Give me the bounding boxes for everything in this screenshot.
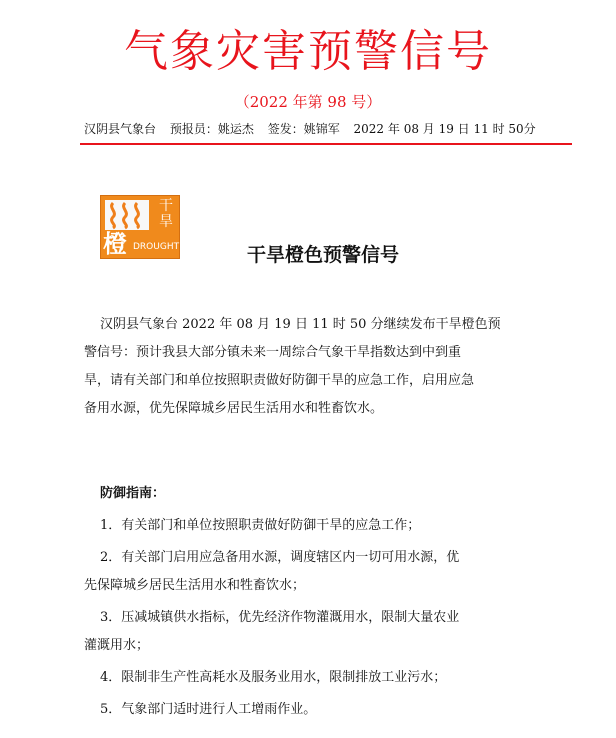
issue-number: （2022 年第 98 号） bbox=[234, 93, 382, 111]
icon-level-text: 橙 bbox=[103, 230, 127, 258]
body-line-2: 警信号：预计我县大部分镇未来一周综合气象干旱指数达到中到重 bbox=[84, 345, 462, 360]
body-line-3: 旱，请有关部门和单位按照职责做好防御干旱的应急工作，启用应急 bbox=[84, 373, 475, 388]
signal-title: 干旱橙色预警信号 bbox=[246, 244, 399, 266]
heat-wave-icon bbox=[105, 200, 149, 230]
icon-top-text: 干旱 bbox=[159, 198, 173, 230]
guide-item: 4．限制非生产性高耗水及服务业用水，限制排放工业污水； bbox=[100, 670, 447, 685]
header-divider bbox=[80, 143, 572, 145]
guide-item: 3．压减城镇供水指标，优先经济作物灌溉用水，限制大量农业 bbox=[100, 610, 460, 625]
guide-item: 先保障城乡居民生活用水和牲畜饮水； bbox=[84, 578, 306, 593]
station-name: 汉阴县气象台 bbox=[84, 122, 157, 136]
guide-item: 1．有关部门和单位按照职责做好防御干旱的应急工作； bbox=[100, 518, 421, 533]
guide-item: 5．气象部门适时进行人工增雨作业。 bbox=[100, 702, 317, 717]
body-line-1: 汉阴县气象台 2022 年 08 月 19 日 11 时 50 分继续发布干旱橙色预 bbox=[100, 317, 501, 332]
page-title: 气象灾害预警信号 bbox=[124, 26, 492, 77]
guide-item: 2．有关部门启用应急备用水源，调度辖区内一切可用水源，优 bbox=[100, 550, 460, 565]
issue-time: 2022 年 08 月 19 日 11 时 50分 bbox=[353, 122, 536, 136]
body-line-4: 备用水源，优先保障城乡居民生活用水和牲畜饮水。 bbox=[84, 401, 384, 416]
guide-item: 灌溉用水； bbox=[84, 638, 150, 653]
guide-heading: 防御指南： bbox=[100, 486, 166, 501]
meta-line bbox=[84, 121, 546, 137]
icon-en-text: DROUGHT bbox=[133, 242, 180, 252]
signer: 签发：姚锦军 bbox=[267, 122, 340, 136]
forecaster: 预报员：姚运杰 bbox=[169, 122, 254, 136]
